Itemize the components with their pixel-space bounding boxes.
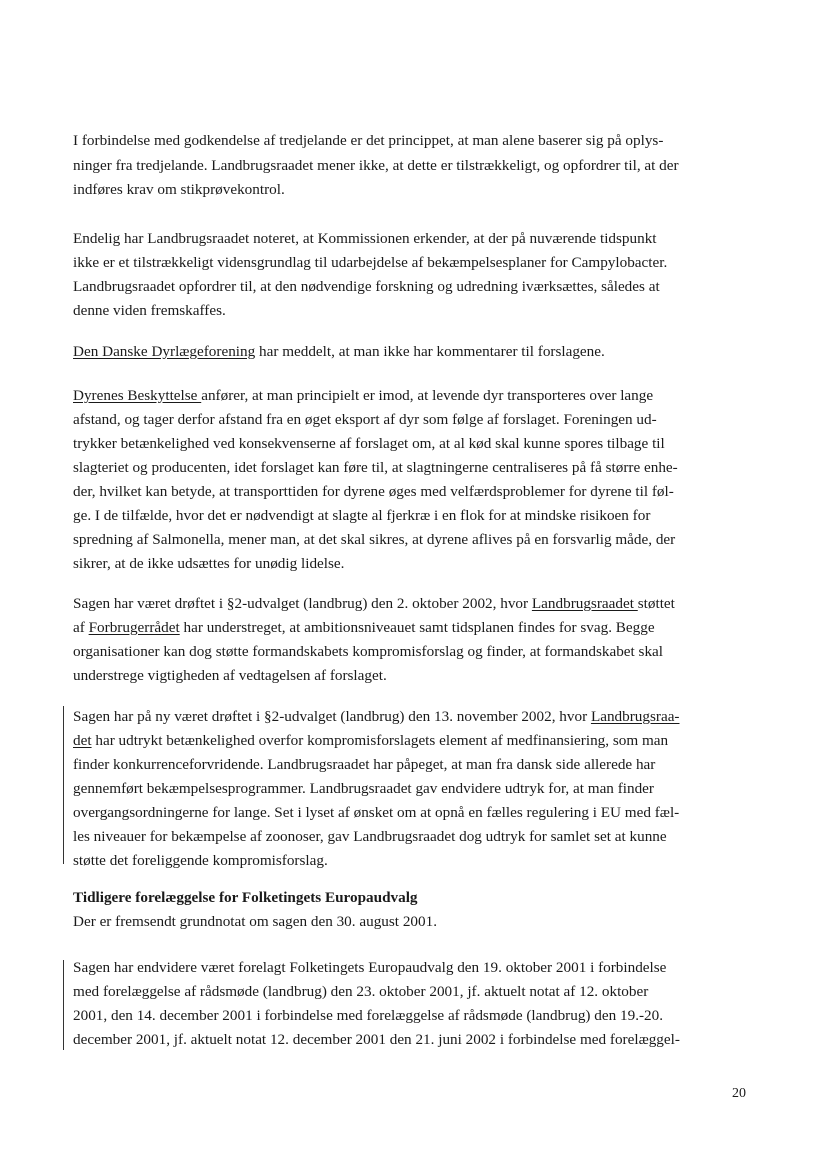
paragraph-4-line-3: trykker betænkelighed ved konsekvenserne af forslaget om, at al kød skal kunne spores tilbage til bbox=[73, 435, 665, 452]
paragraph-6-line-2: det har udtrykt betænkelighed overfor kompromisforslagets element af medfinansiering, som man bbox=[73, 732, 669, 749]
paragraph-8-line-4: december 2001, jf. aktuelt notat 12. december 2001 den 21. juni 2002 i forbindelse med forelæggel- bbox=[73, 1031, 680, 1048]
paragraph-8-line-2: med forelæggelse af rådsmøde (landbrug) den 23. oktober 2001, jf. aktuelt notat af 12. oktober bbox=[73, 983, 649, 1000]
paragraph-2-line-4: denne viden fremskaffes. bbox=[73, 302, 226, 319]
page-number: 20 bbox=[732, 1086, 746, 1101]
paragraph-6-line-4: gennemført bekæmpelsesprogrammer. Landbrugsraadet gav endvidere udtryk for, at man finder bbox=[73, 780, 654, 797]
paragraph-4-line-8: sikrer, at de ikke udsættes for unødig lidelse. bbox=[73, 555, 345, 572]
paragraph-4-line-7: spredning af Salmonella, mener man, at det skal sikres, at dyrene aflives på en forsvarlig måde, der bbox=[73, 531, 676, 548]
section-heading: Tidligere forelæggelse for Folketingets Europaudvalg bbox=[73, 889, 418, 906]
org-name-forbrugerraadet: Forbrugerrådet bbox=[88, 619, 180, 636]
org-name-landbrugsraadet-2: Landbrugsraa- bbox=[590, 708, 680, 725]
paragraph-2-line-1: Endelig har Landbrugsraadet noteret, at Kommissionen erkender, at der på nuværende tidspunkt bbox=[73, 230, 657, 247]
paragraph-5-line-4: understrege vigtigheden af vedtagelsen af forslaget. bbox=[73, 667, 387, 684]
org-name-dyrenes-beskyttelse: Dyrenes Beskyttelse bbox=[73, 387, 202, 404]
paragraph-1-line-1: I forbindelse med godkendelse af tredjelande er det princippet, at man alene baserer sig på oplys- bbox=[73, 132, 664, 149]
paragraph-6-line-1: Sagen har på ny været drøftet i §2-udvalget (landbrug) den 13. november 2002, hvor Landbrugsraa- bbox=[73, 708, 680, 725]
org-name-dyrlaegeforening: Den Danske Dyrlægeforening bbox=[73, 343, 256, 360]
paragraph-3-line-1: Den Danske Dyrlægeforening har meddelt, at man ikke har kommentarer til forslagene. bbox=[73, 343, 605, 360]
paragraph-1-line-3: indføres krav om stikprøvekontrol. bbox=[73, 181, 285, 198]
paragraph-8-line-3: 2001, den 14. december 2001 i forbindelse med forelæggelse af rådsmøde (landbrug) den 19.-20. bbox=[73, 1007, 664, 1024]
paragraph-5-line-2: af Forbrugerrådet har understreget, at ambitionsniveauet samt tidsplanen findes for svag. Begge bbox=[73, 619, 655, 636]
paragraph-4-line-4: slagteriet og producenten, idet forslaget kan føre til, at slagtningerne centraliseres på få større enhe- bbox=[73, 459, 678, 476]
paragraph-8-line-1: Sagen har endvidere været forelagt Folketingets Europaudvalg den 19. oktober 2001 i forbindelse bbox=[73, 959, 667, 976]
revision-bar-2 bbox=[63, 960, 64, 1050]
paragraph-6-line-6: les niveauer for bekæmpelse af zoonoser, gav Landbrugsraadet dog udtryk for samlet set at kunne bbox=[73, 828, 667, 845]
paragraph-6-line-3: finder konkurrenceforvridende. Landbrugsraadet har påpeget, at man fra dansk side allerede har bbox=[73, 756, 656, 773]
org-name-landbrugsraadet: Landbrugsraadet bbox=[531, 595, 638, 612]
paragraph-2-line-3: Landbrugsraadet opfordrer til, at den nødvendige forskning og udredning iværksættes, således at bbox=[73, 278, 660, 295]
paragraph-4-line-6: ge. I de tilfælde, hvor det er nødvendigt at slagte al fjerkræ i en flok for at mindske risikoen for bbox=[73, 507, 651, 524]
paragraph-6-line-7: støtte det foreliggende kompromisforslag. bbox=[73, 852, 328, 869]
paragraph-5-line-3: organisationer kan dog støtte formandskabets kompromisforslag og finder, at formandskabet skal bbox=[73, 643, 664, 660]
revision-bar bbox=[63, 706, 64, 864]
section-intro: Der er fremsendt grundnotat om sagen den 30. august 2001. bbox=[73, 913, 437, 930]
paragraph-4-line-2: afstand, og tager derfor afstand fra en øget eksport af dyr som følge af forslaget. Foreningen ud- bbox=[73, 411, 657, 428]
paragraph-2-line-2: ikke er et tilstrækkeligt vidensgrundlag til udarbejdelse af bekæmpelsesplaner for Campylobacter. bbox=[73, 254, 668, 271]
paragraph-4-line-1: Dyrenes Beskyttelse anfører, at man principielt er imod, at levende dyr transporteres over lange bbox=[73, 387, 654, 404]
paragraph-1-line-2: ninger fra tredjelande. Landbrugsraadet mener ikke, at dette er tilstrækkeligt, og opfordrer til, at der bbox=[73, 157, 679, 174]
paragraph-4-line-5: der, hvilket kan betyde, at transporttiden for dyrene øges med velfærdsproblemer for dyrene til føl- bbox=[73, 483, 674, 500]
paragraph-5-line-1: Sagen har været drøftet i §2-udvalget (landbrug) den 2. oktober 2002, hvor Landbrugsraadet støttet bbox=[73, 595, 675, 612]
paragraph-6-line-5: overgangsordningerne for lange. Set i lyset af ønsket om at opnå en fælles regulering i EU med fæl- bbox=[73, 804, 680, 821]
